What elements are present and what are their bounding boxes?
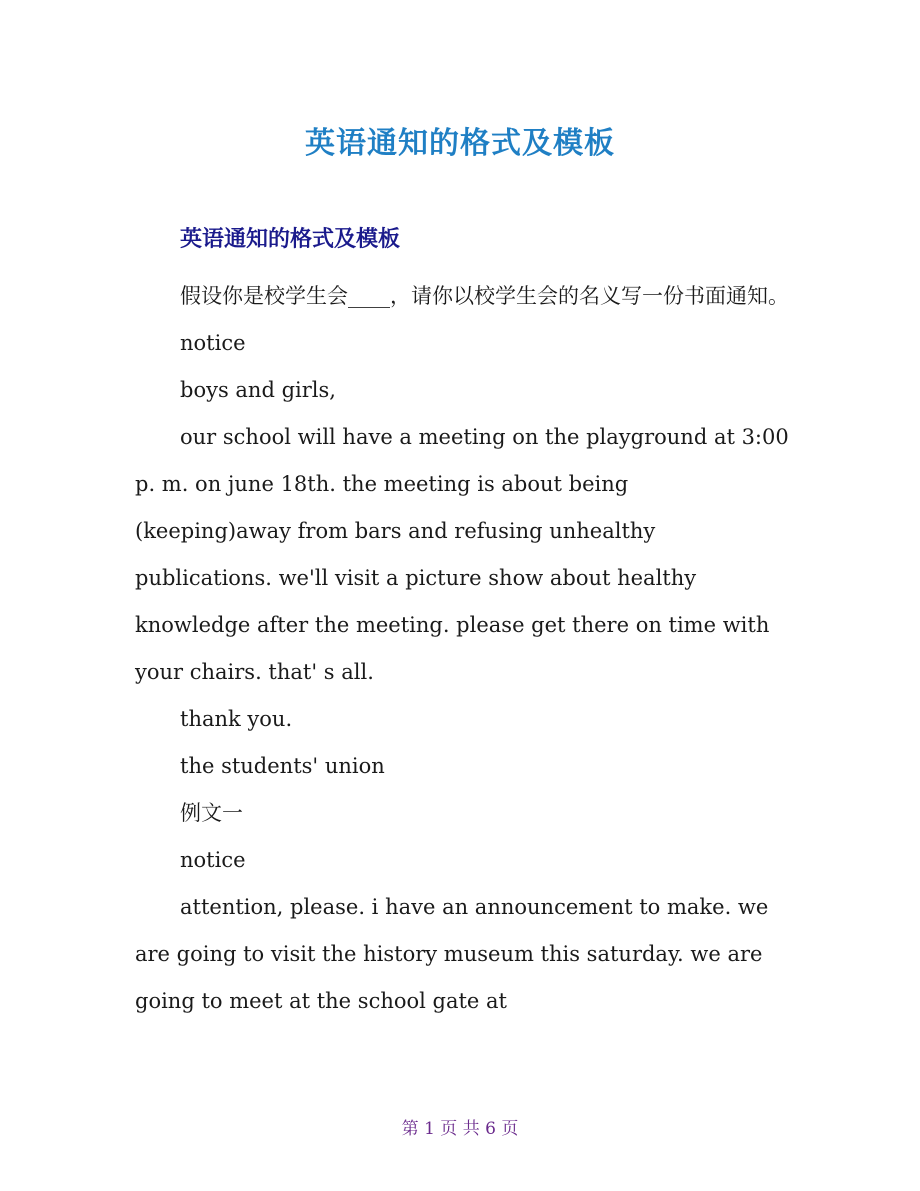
paragraph-signature: the students' union xyxy=(180,754,385,778)
paragraph-announcement: attention, please. i have an announcement to make. we are going to visit the history museum this saturday. we are going to meet at the school gate at xyxy=(135,895,769,1013)
document-title: 英语通知的格式及模板 xyxy=(305,126,615,161)
paragraph-prompt: 假设你是校学生会____，请你以校学生会的名义写一份书面通知。 xyxy=(180,284,789,308)
paragraph-greeting: boys and girls, xyxy=(180,378,336,402)
paragraph-notice-label-2: notice xyxy=(180,848,246,872)
page-footer: 第 1 页 共 6 页 xyxy=(401,1119,519,1139)
document-body xyxy=(135,273,790,1025)
paragraph-notice-label: notice xyxy=(180,331,246,355)
paragraph-example-label: 例文一 xyxy=(180,801,243,825)
paragraph-thanks: thank you. xyxy=(180,707,293,731)
section-heading: 英语通知的格式及模板 xyxy=(180,227,401,252)
paragraph-meeting-body: our school will have a meeting on the playground at 3:00 p. m. on june 18th. the meeting is about being (keeping)away from bars and refusing unhealthy publications. we'll visit a picture show about healthy knowledge after the meeting. please get there on time with your chairs. that' s all. xyxy=(135,425,789,684)
